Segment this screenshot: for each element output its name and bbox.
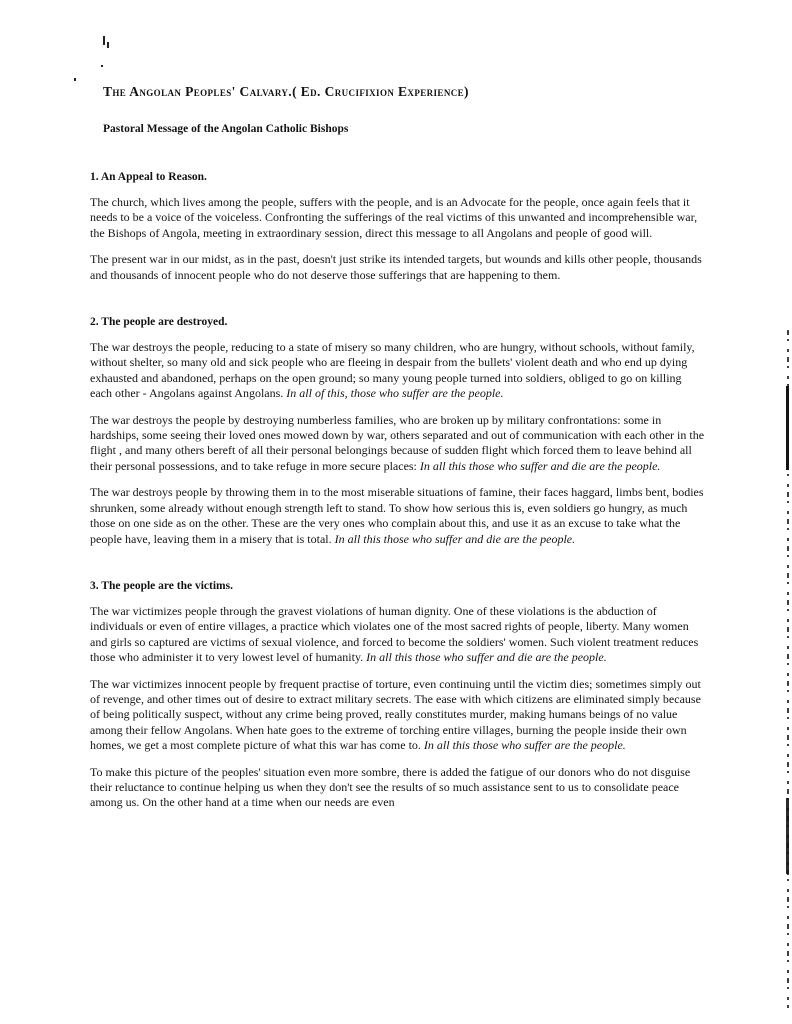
paragraph-text: The war victimizes people through the gravest violations of human dignity. One of these violations is the abduction of individuals or even of entire villages, a practice which violates one of the most sacred rights of people, liberty. Many women and girls so captured are victims of sexual violence, and forced to become the soldiers' women. Such violent treatment reduces those who administer it to very lowest level of humanity. — [90, 603, 699, 665]
scan-edge-solid-mark — [786, 386, 789, 470]
document-subtitle: Pastoral Message of the Angolan Catholic Bishops — [103, 123, 349, 135]
paragraph — [90, 195, 706, 241]
paragraph-text: The war victimizes innocent people by frequent practise of torture, even continuing until the victim dies; sometimes simply out of revenge, and other times out of desire to extract military secrets. The ease with which citizens are eliminated simply because of being politically suspect, without any crime being proved, really constitutes murder, making humans beings of no value among their fellow Angolans. When hate goes to the extreme of torching entire villages, burning the people inside their own homes, we get a most complete picture of what this war has come to. — [90, 676, 701, 753]
paragraph-text: The present war in our midst, as in the past, doesn't just strike its intended targets, but wounds and kills other people, thousands and thousands of innocent people who do not deserve those sufferings that are happening to them. — [90, 252, 702, 282]
section-heading-3: 3. The people are the victims. — [90, 579, 233, 592]
paragraph — [90, 340, 706, 402]
paragraph — [90, 252, 706, 283]
paragraph-text: The war destroys the people, reducing to a state of misery so many children, who are hungry, without schools, without family, without shelter, so many old and sick people who are fleeing in despair from the bullets' violent death and who end up dying exhausted and abandoned, perhaps on the open ground; so many young people turned into soldiers, obliged to go on killing each other - Angolans against Angolans. — [90, 340, 695, 401]
document-content — [90, 0, 706, 811]
paragraph — [90, 677, 706, 754]
scan-edge-solid-mark — [786, 798, 789, 874]
paragraph-text: The war destroys people by throwing them in to the most miserable situations of famine, their faces haggard, limbs bent, bodies shrunken, some already without enough strength left to stand. To show how serious this is, even soldiers go hungry, as much those on one side as on the other. These are the very ones who complain about this, and use it as an excuse to take what the people have, leaving them in a misery that is total. — [90, 485, 704, 546]
document-title: The Angolan Peoples' Calvary.( Ed. Crucifixion Experience) — [103, 84, 469, 99]
section-heading-2: 2. The people are destroyed. — [90, 316, 228, 329]
paragraph — [90, 604, 706, 666]
paragraph-italic-refrain: In all this those who suffer are the people. — [423, 738, 626, 753]
paragraph-italic-refrain: In all of this, those who suffer are the people. — [286, 386, 504, 401]
paragraph-text: To make this picture of the peoples' situation even more sombre, there is added the fatigue of our donors who do not disguise their reluctance to continue helping us when they don't see the results of so much assistance sent to us to consolidate peace among us. On the other hand at a time when our needs are even — [90, 764, 691, 810]
paragraph-italic-refrain: In all this those who suffer and die are the people. — [366, 650, 607, 665]
scan-speck — [74, 78, 76, 81]
paragraph-italic-refrain: In all this those who suffer and die are the people. — [334, 531, 576, 546]
paragraph — [90, 413, 706, 475]
section-heading-1: 1. An Appeal to Reason. — [90, 171, 207, 183]
paragraph — [90, 485, 706, 547]
paragraph — [90, 765, 706, 811]
paragraph-italic-refrain: In all this those who suffer and die are the people. — [419, 458, 661, 473]
paragraph-text: The church, which lives among the people, suffers with the people, and is an Advocate for the people, once again feels that it needs to be a voice of the voiceless. Confronting the sufferings of the real victims of this unwanted and incomprehensible war, the Bishops of Angola, meeting in extraordinary session, direct this message to all Angolans and people of good will. — [90, 195, 698, 240]
paragraph-text: The war destroys the people by destroying numberless families, who are broken up by military confrontations: some in hardships, some seeing their loved ones mowed down by war, others separated and out of communication with each other in the flight , and many others bereft of all their personal belongings because of sudden flight which forced them to leave behind all their personal possessions, and to take refuge in more secure places: — [90, 412, 705, 473]
